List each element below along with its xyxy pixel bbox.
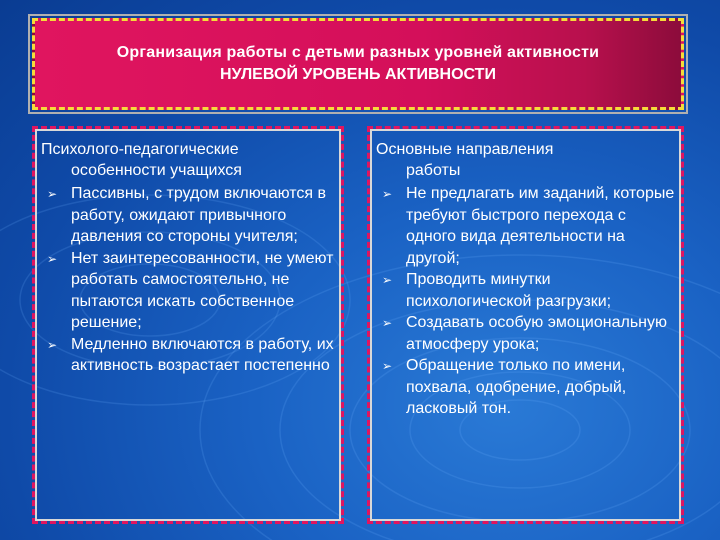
features-column [32,126,344,524]
list-item-text: Нет заинтересованности, не умеют работать самостоятельно, не пытаются искать собственное решение; [71,249,334,331]
list-item-text: Создавать особую эмоциональную атмосферу урока; [406,314,668,353]
features-heading [41,139,335,181]
list-item [376,355,675,420]
arrow-bullet-icon: ➢ [47,337,58,352]
list-item-text: Обращение только по имени, похвала, одобрение, добрый, ласковый тон. [406,357,627,417]
list-item [376,269,675,312]
list-item [41,183,335,248]
list-item [41,248,335,334]
features-heading-line1: Психолого-педагогические [41,141,239,158]
arrow-bullet-icon: ➢ [47,251,58,266]
slide-subtitle: НУЛЕВОЙ УРОВЕНЬ АКТИВНОСТИ [220,66,496,83]
arrow-bullet-icon: ➢ [382,187,393,201]
directions-heading [376,139,675,181]
arrow-bullet-icon: ➢ [382,359,393,373]
directions-heading-line1: Основные направления [376,141,554,158]
features-heading-line2: особенности учащихся [71,162,242,179]
directions-list [376,183,675,420]
directions-heading-line2: работы [406,162,461,179]
arrow-bullet-icon: ➢ [382,316,393,330]
list-item-text: Медленно включаются в работу, их активность возрастает постепенно [71,335,334,374]
features-list [41,183,335,377]
slide-title: Организация работы с детьми разных уровней активности [116,44,600,61]
list-item-text: Пассивны, с трудом включаются в работу, ожидают привычного давления со стороны учителя; [71,185,327,245]
title-banner [32,18,684,110]
list-item [41,334,335,377]
list-item-text: Проводить минутки психологической разгрузки; [406,271,612,310]
list-item [376,183,675,269]
list-item [376,312,675,355]
directions-column [367,126,684,524]
list-item-text: Не предлагать им заданий, которые требуют быстрого перехода с одного вида деятельности на другой; [406,185,675,267]
arrow-bullet-icon: ➢ [382,273,393,287]
arrow-bullet-icon: ➢ [47,187,58,201]
